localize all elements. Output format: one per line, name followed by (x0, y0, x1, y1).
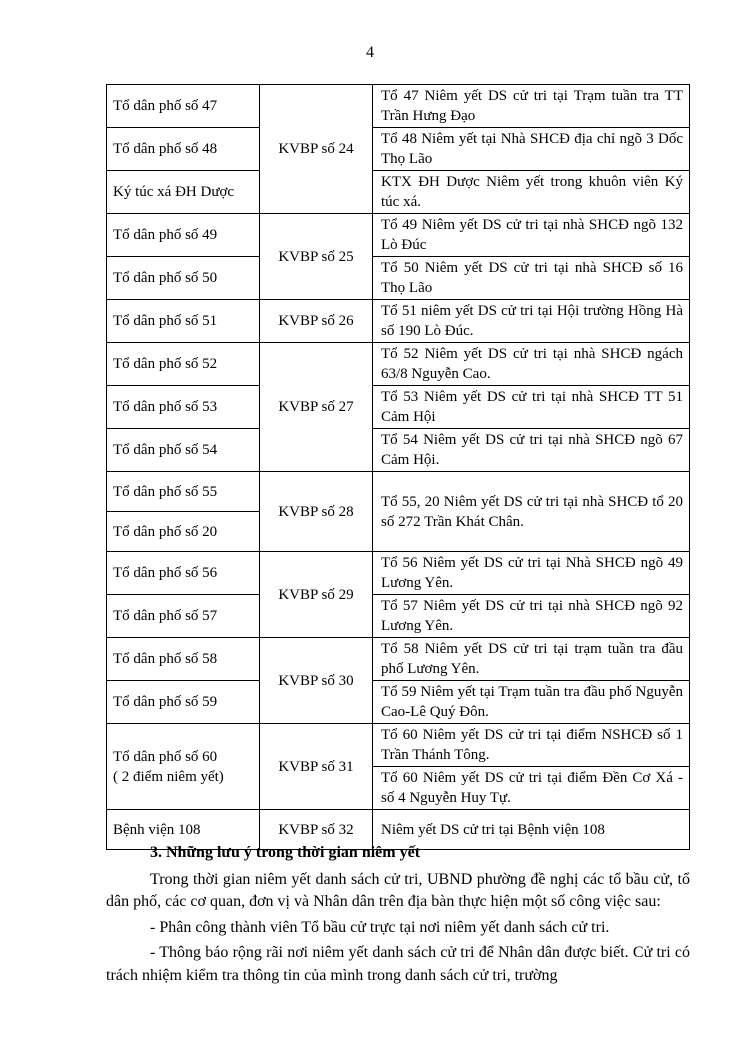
polling-area-cell: KVBP số 27 (260, 343, 373, 472)
table-row (107, 128, 690, 171)
table-row (107, 724, 690, 767)
listing-location-table (106, 84, 690, 850)
table-row (107, 638, 690, 681)
listing-location-cell: Tổ 55, 20 Niêm yết DS cử tri tại nhà SHCĐ tổ 20 số 272 Trần Khát Chân. (373, 472, 690, 552)
residential-group-cell: Tổ dân phố số 56 (107, 552, 260, 595)
table-row (107, 257, 690, 300)
residential-group-cell: Tổ dân phố số 20 (107, 512, 260, 552)
listing-location-cell: Tổ 57 Niêm yết DS cử tri tại nhà SHCĐ ngõ 92 Lương Yên. (373, 595, 690, 638)
listing-location-cell: Tổ 53 Niêm yết DS cử tri tại nhà SHCĐ TT 51 Cảm Hội (373, 386, 690, 429)
table-row (107, 85, 690, 128)
polling-area-cell: KVBP số 29 (260, 552, 373, 638)
residential-group-cell: Tổ dân phố số 54 (107, 429, 260, 472)
residential-group-cell: Tổ dân phố số 53 (107, 386, 260, 429)
table-row (107, 214, 690, 257)
residential-group-note: ( 2 điểm niêm yết) (113, 768, 224, 785)
table-row (107, 472, 690, 512)
listing-location-cell: Tổ 47 Niêm yết DS cử tri tại Trạm tuần tra TT Trần Hưng Đạo (373, 85, 690, 128)
bullet-item: - Thông báo rộng rãi nơi niêm yết danh sách cử tri để Nhân dân được biết. Cử tri có trách nhiệm kiểm tra thông tin của mình trong danh sách cử tri, trường (106, 944, 690, 984)
section-heading: 3. Những lưu ý trong thời gian niêm yết (150, 844, 421, 861)
residential-group-cell: Tổ dân phố số 48 (107, 128, 260, 171)
polling-area-cell: KVBP số 26 (260, 300, 373, 343)
residential-group-cell: Tổ dân phố số 55 (107, 472, 260, 512)
polling-area-cell: KVBP số 25 (260, 214, 373, 300)
listing-location-cell: Tổ 50 Niêm yết DS cử tri tại nhà SHCĐ số 16 Thọ Lão (373, 257, 690, 300)
residential-group-cell: Tổ dân phố số 51 (107, 300, 260, 343)
residential-group-cell: Tổ dân phố số 50 (107, 257, 260, 300)
listing-location-cell: Niêm yết DS cử tri tại Bệnh viện 108 (373, 810, 690, 850)
residential-group-cell: Tổ dân phố số 59 (107, 681, 260, 724)
page-number: 4 (366, 44, 374, 61)
table-row (107, 595, 690, 638)
polling-area-cell: KVBP số 31 (260, 724, 373, 810)
listing-location-cell: Tổ 59 Niêm yết tại Trạm tuần tra đầu phố Nguyễn Cao-Lê Quý Đôn. (373, 681, 690, 724)
table-row (107, 681, 690, 724)
listing-location-cell: Tổ 60 Niêm yết DS cử tri tại điểm Đền Cơ Xá - số 4 Nguyễn Huy Tự. (373, 767, 690, 810)
polling-area-cell: KVBP số 24 (260, 85, 373, 214)
polling-area-cell: KVBP số 30 (260, 638, 373, 724)
residential-group-cell: Tổ dân phố số 49 (107, 214, 260, 257)
table-row (107, 343, 690, 386)
polling-area-cell: KVBP số 32 (260, 810, 373, 850)
paragraph: Trong thời gian niêm yết danh sách cử tri, UBND phường đề nghị các tổ bầu cử, tổ dân phố, các cơ quan, đơn vị và Nhân dân trên địa bàn thực hiện một số công việc sau: (106, 870, 690, 911)
residential-group-cell (107, 724, 260, 810)
table-row (107, 300, 690, 343)
listing-location-cell: Tổ 54 Niêm yết DS cử tri tại nhà SHCĐ ngõ 67 Cảm Hội. (373, 429, 690, 472)
table-row (107, 429, 690, 472)
table-row (107, 386, 690, 429)
residential-group-cell: Tổ dân phố số 57 (107, 595, 260, 638)
listing-location-cell: Tổ 56 Niêm yết DS cử tri tại Nhà SHCĐ ngõ 49 Lương Yên. (373, 552, 690, 595)
table-row (107, 171, 690, 214)
notes-section (106, 842, 690, 988)
listing-location-cell: Tổ 51 niêm yết DS cử tri tại Hội trường Hồng Hà số 190 Lò Đúc. (373, 300, 690, 343)
residential-group-cell: Tổ dân phố số 58 (107, 638, 260, 681)
table-row (107, 552, 690, 595)
polling-area-cell: KVBP số 28 (260, 472, 373, 552)
listing-location-cell: Tổ 60 Niêm yết DS cử tri tại điểm NSHCĐ số 1 Trần Thánh Tông. (373, 724, 690, 767)
listing-location-cell: Tổ 52 Niêm yết DS cử tri tại nhà SHCĐ ngách 63/8 Nguyễn Cao. (373, 343, 690, 386)
residential-group-cell: Tổ dân phố số 52 (107, 343, 260, 386)
residential-group-name: Tổ dân phố số 60 (113, 748, 218, 765)
residential-group-cell: Bệnh viện 108 (107, 810, 260, 850)
bullet-item: - Phân công thành viên Tổ bầu cử trực tại nơi niêm yết danh sách cử tri. (150, 918, 610, 936)
listing-location-cell: KTX ĐH Dược Niêm yết trong khuôn viên Ký túc xá. (373, 171, 690, 214)
listing-location-cell: Tổ 48 Niêm yết tại Nhà SHCĐ địa chỉ ngõ 3 Dốc Thọ Lão (373, 128, 690, 171)
listing-location-cell: Tổ 58 Niêm yết DS cử tri tại trạm tuần tra đầu phố Lương Yên. (373, 638, 690, 681)
residential-group-cell: Ký túc xá ĐH Dược (107, 171, 260, 214)
listing-location-cell: Tổ 49 Niêm yết DS cử tri tại nhà SHCĐ ngõ 132 Lò Đúc (373, 214, 690, 257)
residential-group-cell: Tổ dân phố số 47 (107, 85, 260, 128)
